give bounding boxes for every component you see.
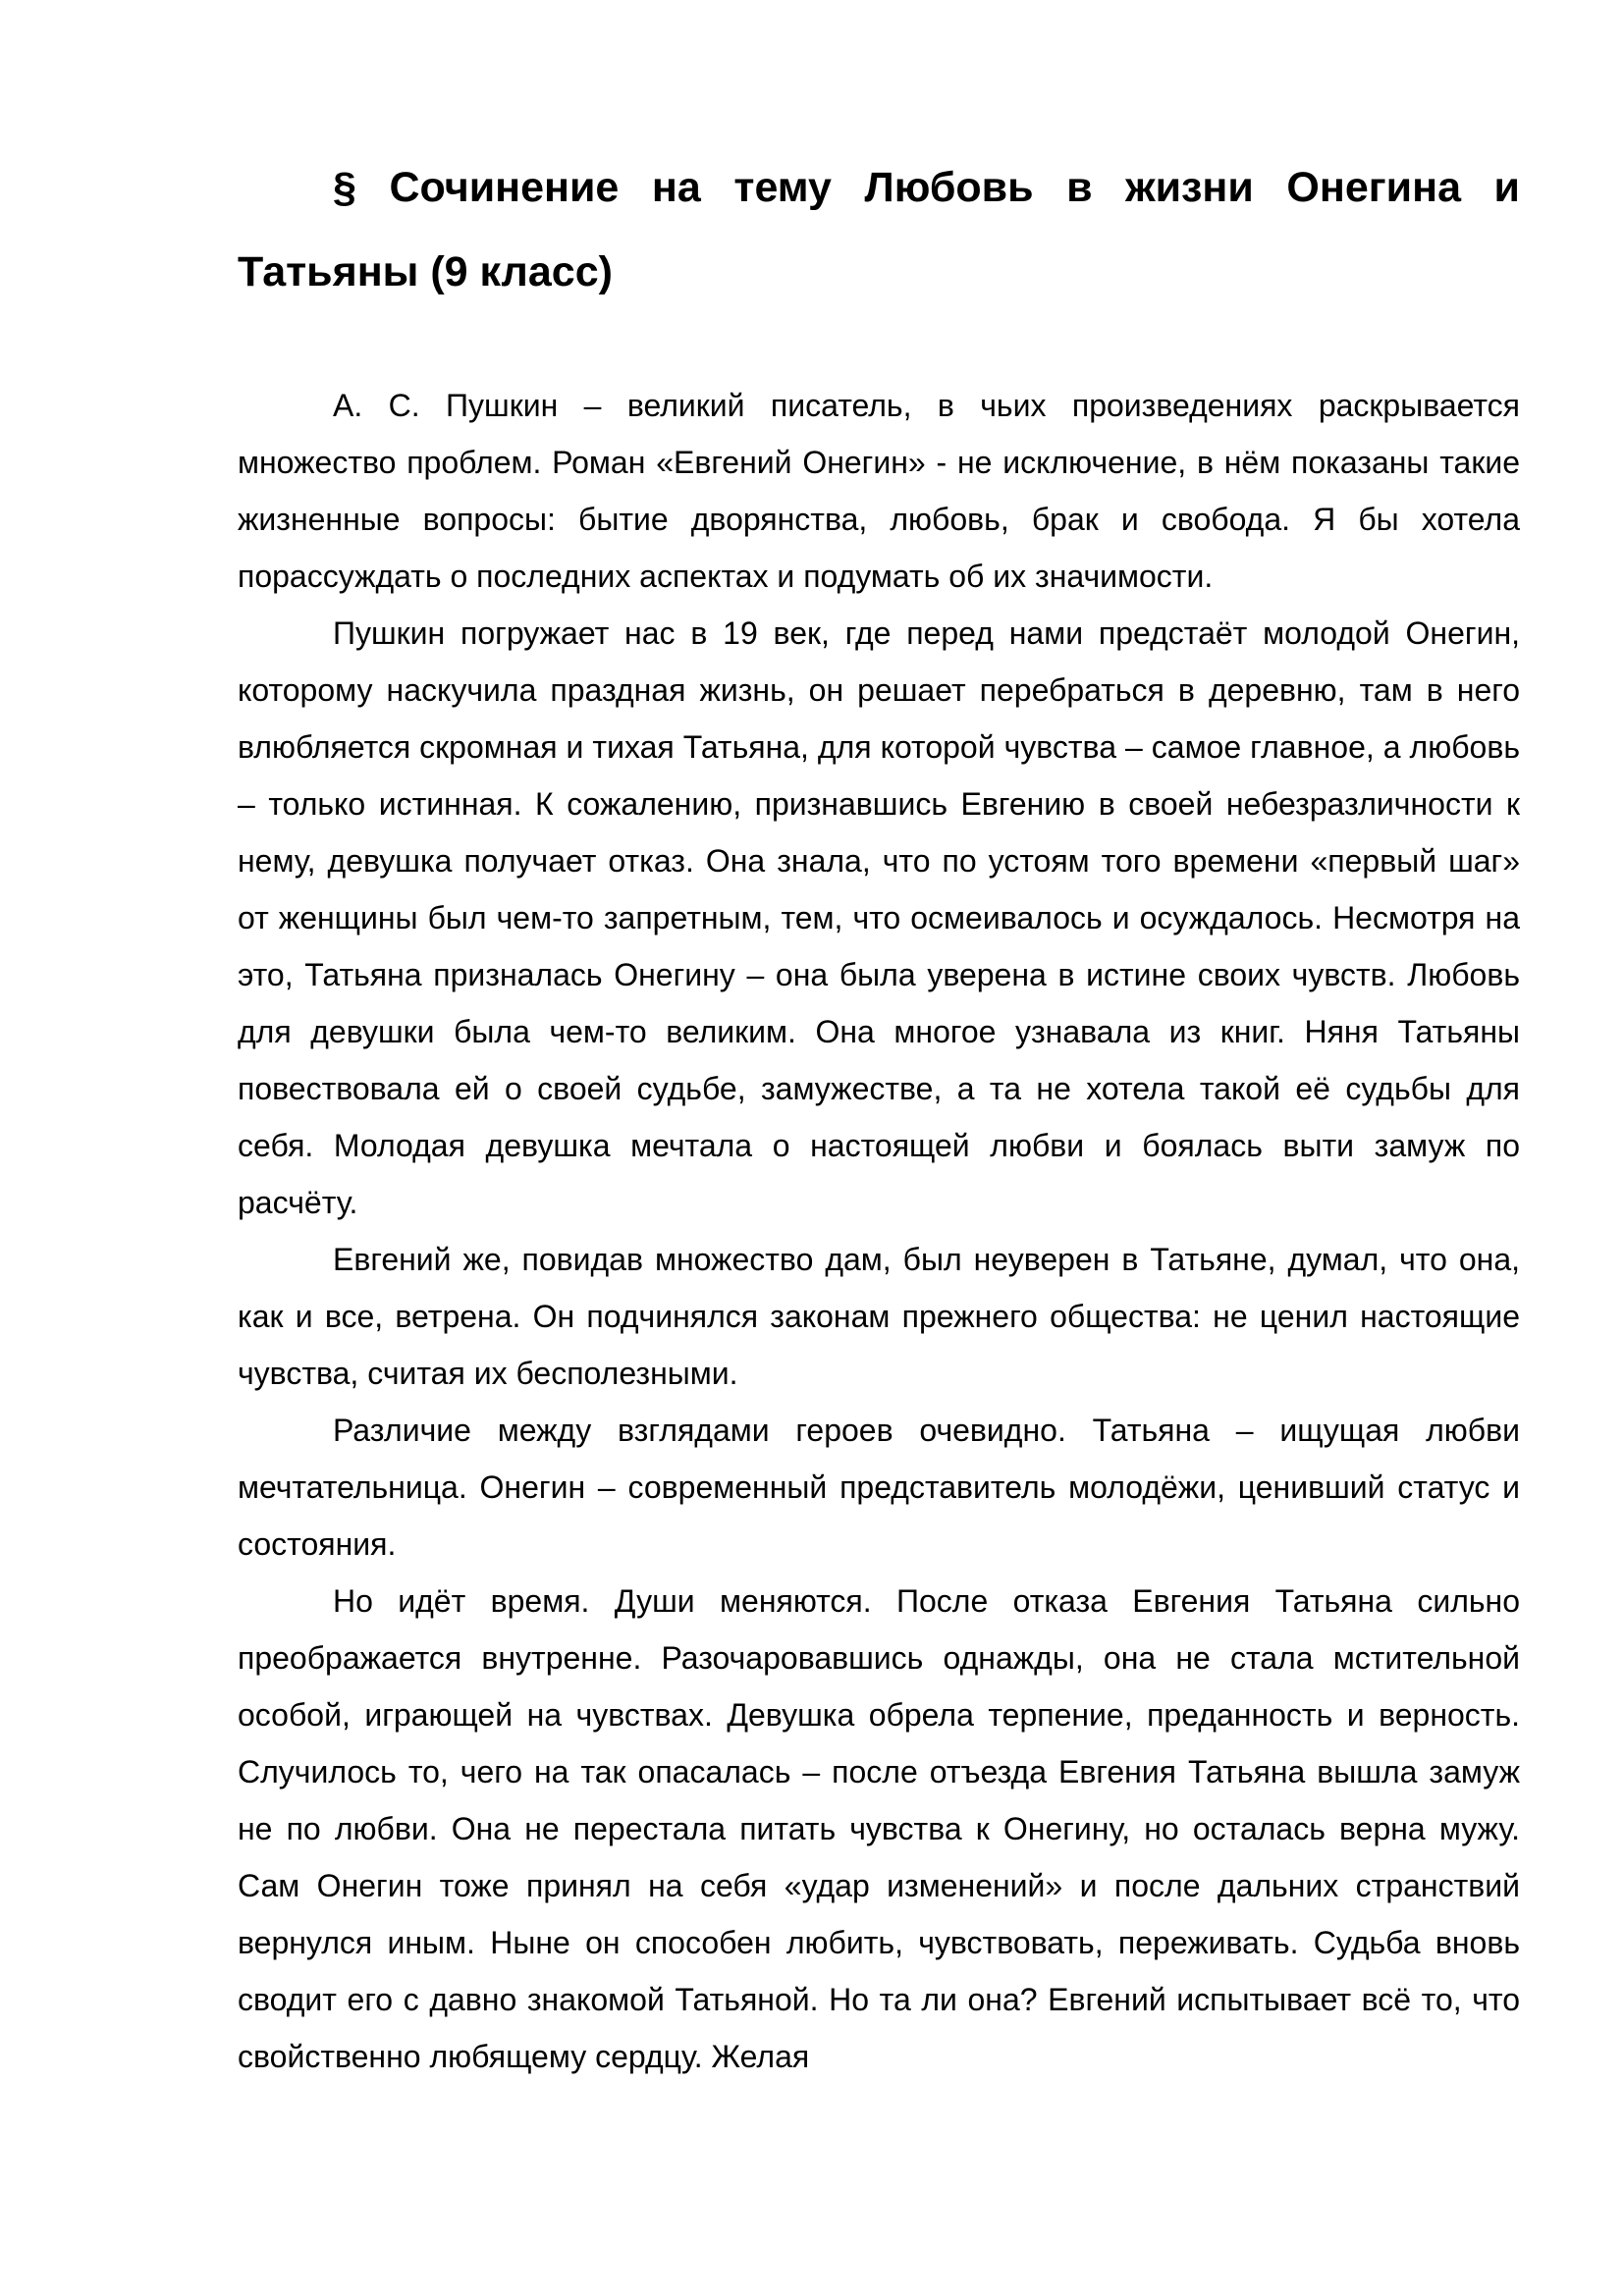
- paragraph-3: Евгений же, повидав множество дам, был неуверен в Татьяне, думал, что она, как и все, ветрена. Он подчинялся законам прежнего общества: не ценил настоящие чувства, считая их бесполезными.: [238, 1242, 1520, 1391]
- document-body: [238, 145, 1520, 2085]
- paragraph-4: Различие между взглядами героев очевидно. Татьяна – ищущая любви мечтательница. Онегин – современный представитель молодёжи, ценивший статус и состояния.: [238, 1413, 1520, 1562]
- paragraph-1: А. С. Пушкин – великий писатель, в чьих произведениях раскрывается множество проблем. Роман «Евгений Онегин» - не исключение, в нём показаны такие жизненные вопросы: бытие дворянства, любовь, брак и свобода. Я бы хотела порассуждать о последних аспектах и подумать об их значимости.: [238, 388, 1520, 594]
- paragraph-5: Но идёт время. Души меняются. После отказа Евгения Татьяна сильно преображается внутренне. Разочаровавшись однажды, она не стала мстительной особой, играющей на чувствах. Девушка обрела терпение, преданность и верность. Случилось то, чего на так опасалась – после отъезда Евгения Татьяна вышла замуж не по любви. Она не перестала питать чувства к Онегину, но осталась верна мужу. Сам Онегин тоже принял на себя «удар изменений» и после дальних странствий вернулся иным. Ныне он способен любить, чувствовать, переживать. Судьба вновь сводит его с давно знакомой Татьяной. Но та ли она? Евгений испытывает всё то, что свойственно любящему сердцу. Желая: [238, 1583, 1520, 2074]
- document-title: § Сочинение на тему Любовь в жизни Онегина и Татьяны (9 класс): [238, 164, 1520, 295]
- paragraph-2: Пушкин погружает нас в 19 век, где перед нами предстаёт молодой Онегин, которому наскучила праздная жизнь, он решает перебраться в деревню, там в него влюбляется скромная и тихая Татьяна, для которой чувства – самое главное, а любовь – только истинная. К сожалению, признавшись Евгению в своей небезразличности к нему, девушка получает отказ. Она знала, что по устоям того времени «первый шаг» от женщины был чем-то запретным, тем, что осмеивалось и осуждалось. Несмотря на это, Татьяна призналась Онегину – она была уверена в истине своих чувств. Любовь для девушки была чем-то великим. Она многое узнавала из книг. Няня Татьяны повествовала ей о своей судьбе, замужестве, а та не хотела такой её судьбы для себя. Молодая девушка мечтала о настоящей любви и боялась выти замуж по расчёту.: [238, 615, 1520, 1220]
